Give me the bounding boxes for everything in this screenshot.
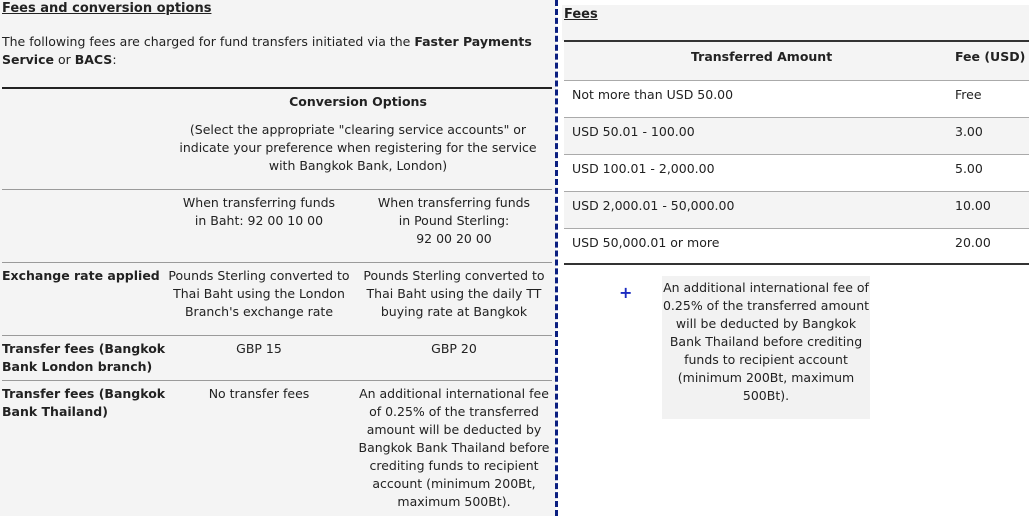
thailand-fee-baht: No transfer fees [208, 386, 310, 401]
fee-row-amount: USD 100.01 - 2,000.00 [572, 161, 715, 176]
table-top-border [2, 87, 552, 89]
row-label-london-fees: Transfer fees (Bangkok Bank London branch) [2, 341, 166, 374]
conversion-options-subheader: (Select the appropriate "clearing service accounts" or indicate your preference when registering for the service with Bangkok Bank, London) [179, 122, 537, 173]
row-label-exchange-rate: Exchange rate applied [2, 268, 160, 283]
col-sterling-line1: When transferring funds [377, 195, 531, 210]
fee-row-amount: USD 50,000.01 or more [572, 235, 720, 250]
intro-part3: : [112, 52, 117, 67]
fee-row-fee: 5.00 [955, 161, 983, 176]
fee-row-amount: Not more than USD 50.00 [572, 87, 734, 102]
fee-row-amount: USD 50.01 - 100.00 [572, 124, 695, 139]
header-transferred-amount: Transferred Amount [691, 49, 833, 64]
usd-fees-panel [562, 0, 1029, 516]
fee-row-fee: Free [955, 87, 982, 102]
additional-fee-note: An additional international fee of 0.25% of the transferred amount will be deducted by Bangkok Bank Thailand before crediting funds to recipient account (minimum 200Bt, maximum 500Bt). [662, 276, 870, 419]
row-divider [2, 262, 552, 263]
col-baht-line2: in Baht: 92 00 10 00 [194, 213, 324, 228]
header-fee-usd: Fee (USD) [955, 49, 1026, 64]
panel-divider [555, 0, 558, 516]
thailand-fee-sterling: An additional international fee of 0.25% of the transferred amount will be deducted by Bangkok Bank Thailand before crediting funds to recipient account (minimum 200Bt, maximum 500Bt). [358, 386, 550, 509]
col-sterling-header [356, 194, 552, 248]
fees-conversion-title: Fees and conversion options [2, 1, 212, 16]
row-divider [2, 380, 552, 381]
fee-row-fee: 3.00 [955, 124, 983, 139]
row-divider [2, 335, 552, 336]
fee-row-fee: 10.00 [955, 198, 991, 213]
fee-table-bottom-border [564, 263, 1029, 265]
row-label-thailand-fees: Transfer fees (Bangkok Bank Thailand) [2, 386, 166, 419]
exchange-rate-sterling: Pounds Sterling converted to Thai Baht using the daily TT buying rate at Bangkok [363, 268, 545, 319]
col-sterling-line2: in Pound Sterling: [398, 213, 510, 228]
fees-title: Fees [564, 7, 598, 22]
exchange-rate-baht: Pounds Sterling converted to Thai Baht using the London Branch's exchange rate [168, 268, 350, 319]
plus-icon: + [619, 283, 633, 302]
col-baht-header [166, 194, 352, 230]
row-divider [2, 189, 552, 190]
fee-row [564, 192, 1029, 229]
fee-row-amount: USD 2,000.01 - 50,000.00 [572, 198, 735, 213]
intro-part1: The following fees are charged for fund transfers initiated via the [2, 34, 415, 49]
fee-row [564, 81, 1029, 118]
london-fee-sterling: GBP 20 [431, 341, 477, 356]
intro-bold-bacs: BACS [74, 52, 113, 67]
fee-row [564, 155, 1029, 192]
conversion-options-header: Conversion Options [289, 94, 427, 109]
intro-bold-fps: Faster Payments Service [2, 34, 532, 67]
intro-text [2, 33, 542, 69]
fee-row [564, 118, 1029, 155]
col-sterling-line3: 92 00 20 00 [416, 231, 492, 246]
fee-row-fee: 20.00 [955, 235, 991, 250]
fee-table-header [564, 40, 1029, 81]
fees-title-band [562, 5, 1029, 41]
london-fee-baht: GBP 15 [236, 341, 282, 356]
intro-part2: or [53, 52, 75, 67]
col-baht-line1: When transferring funds [182, 195, 336, 210]
fee-row [564, 229, 1029, 265]
